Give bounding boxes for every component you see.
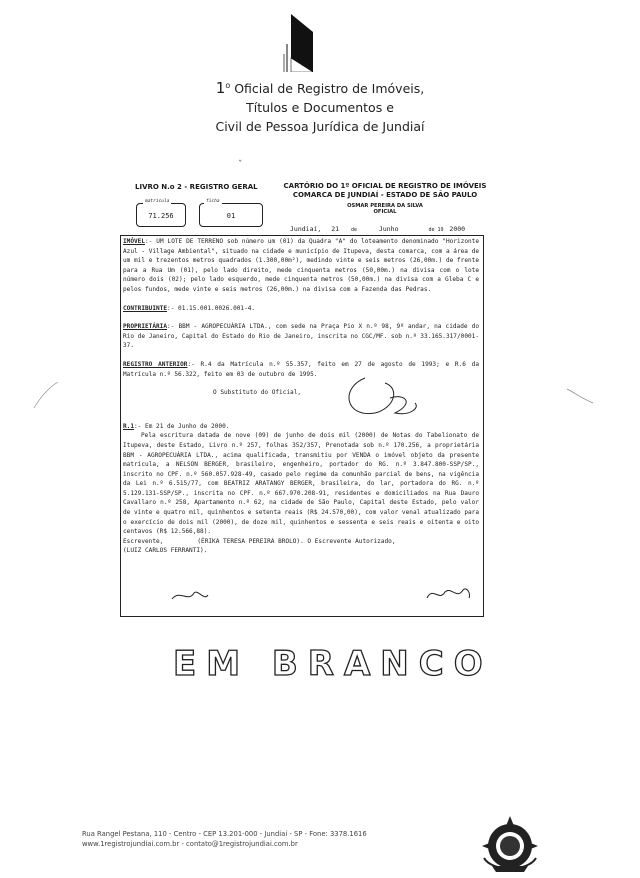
- matricula-label: matrícula: [145, 199, 170, 204]
- office-line-2: Títulos e Documentos e: [246, 100, 394, 116]
- decorative-mark: ˇ: [238, 160, 243, 170]
- imovel-paragraph: IMÓVEL:- UM LOTE DE TERRENO sob número um (01) da Quadra "A" do loteamento denominado "Horizonte Azul - Village Ambiental", situado na cidade e município de Itupeva, desta comarca, com a área de um mil e trezentos metros quadrados (1.300,00m²), medindo vinte e seis metros (26,00m.) de frente para a Rua Um (01), pelo lado direito, mede cinquenta metros (50,00m.) na divisa com o lote número dois (02); pelo lado esquerdo, mede cinquenta metros (50,00m.) na divisa com a Gleba C e pelos fundos, mede vinte e seis metros (26,00m.) na divisa com a Fazenda das Pedras.: [123, 238, 479, 293]
- margin-mark: [565, 385, 595, 415]
- r1-paragraph: Pela escritura datada de nove (09) de junho de dois mil (2000) de Notas do Tabelionato de Itupeva, deste Estado, Livro n.º 257, folhas 352/357, Prenotada sob n.º 170.256, a proprietária BBM - AGROPECUÁRIA LTDA., acima qualificada, transmitiu por VENDA o imóvel objeto da presente matrícula, a NELSON BERGER, brasileiro, engenheiro, portador do RG. n.º 3.847.800-SSP/SP., inscrito no CPF. n.º 560.057.928-49, casado pelo regime da comunhão parcial de bens, na vigência da Lei n.º 6.515/77, com BEATRIZ ARATANGY BERGER, brasileira, do lar, portadora do RG. n.º 5.129.131-SSP/SP., inscrita no CPF. n.º 667.970.208-91, residentes e domiciliados na Rua Dauro Cavallaro n.º 258, Apartamento n.º 62, na cidade de São Paulo, Capital deste Estado, pelo valor de vinte e quatro mil, quinhentos e setenta reais (R$ 24.570,00), com valor venal atualizado para o exercício de dois mil (2000), de doze mil, quinhentos e sessenta e seis reais e oitenta e oito centavos (R$ 12.566,88).: [123, 432, 479, 536]
- office-line-3: Civil de Pessoa Jurídica de Jundiaí: [215, 119, 425, 135]
- authorized-signature: [425, 584, 473, 604]
- registro-anterior-paragraph: REGISTRO ANTERIOR:- R.4 da Matrícula n.º 55.357, feito em 27 de agosto de 1993; e R.6 da Matrícula n.º 56.322, feito em 03 de outubro de 1995.: [123, 360, 480, 378]
- em-branco-stamp: EM BRANCO: [173, 644, 493, 684]
- ficha-value: 01: [226, 212, 236, 220]
- registry-logo: [283, 14, 319, 72]
- proprietaria-paragraph: PROPRIETÁRIA:- BBM - AGROPECUÁRIA LTDA., com sede na Praça Pio X n.º 98, 9º andar, na cidade do Rio de Janeiro, Capital do Estado do Rio de Janeiro, inscrita no CGC/MF. sob n.º 33.165.317/0001-37.: [123, 323, 479, 350]
- footer: [82, 829, 367, 849]
- office-header: [200, 76, 440, 136]
- escrevente-line: Escrevente, (ÉRIKA TERESA PEREIRA BROLO). O Escrevente Autorizado,: [123, 537, 396, 545]
- footer-address: Rua Rangel Pestana, 110 - Centro - CEP 13.201-000 - Jundiaí - SP - Fone: 3378.1616: [82, 830, 367, 838]
- matricula-value: 71.256: [148, 212, 174, 220]
- matricula-box: [136, 199, 186, 227]
- national-seal-icon: [478, 812, 542, 876]
- officer-signature-block: OSMAR PEREIRA DA SILVA OFICIAL: [347, 203, 423, 215]
- substituto-line: O Substituto do Oficial,: [213, 389, 302, 397]
- record-body: [123, 237, 479, 556]
- date-line: Jundiaí, 21 de Junho de 19 2000: [290, 225, 466, 233]
- office-line-1: 1$^o$ Oficial de Registro de Imóveis,: [215, 79, 425, 98]
- livro-label: LIVRO N.o 2 - REGISTRO GERAL: [135, 183, 258, 191]
- luiz-line: (LUIZ CARLOS FERRANTI).: [123, 547, 208, 555]
- contribuinte-paragraph: CONTRIBUINTE:- 01.15.001.0026.001-4.: [123, 304, 256, 312]
- substitute-signature: [335, 368, 425, 428]
- ficha-box: [199, 199, 263, 227]
- ficha-label: ficha: [206, 199, 220, 204]
- r1-heading: R.1:- Em 21 de Junho de 2000.: [123, 422, 230, 430]
- footer-web: www.1registrojundiai.com.br - contato@1registrojundiai.com.br: [82, 840, 298, 848]
- escrevente-signature: [170, 587, 210, 605]
- cartorio-heading: CARTÓRIO DO 1º OFICIAL DE REGISTRO DE IMÓVEIS COMARCA DE JUNDIAÍ - ESTADO DE SÃO PAULO: [283, 182, 487, 199]
- margin-mark: [30, 380, 60, 410]
